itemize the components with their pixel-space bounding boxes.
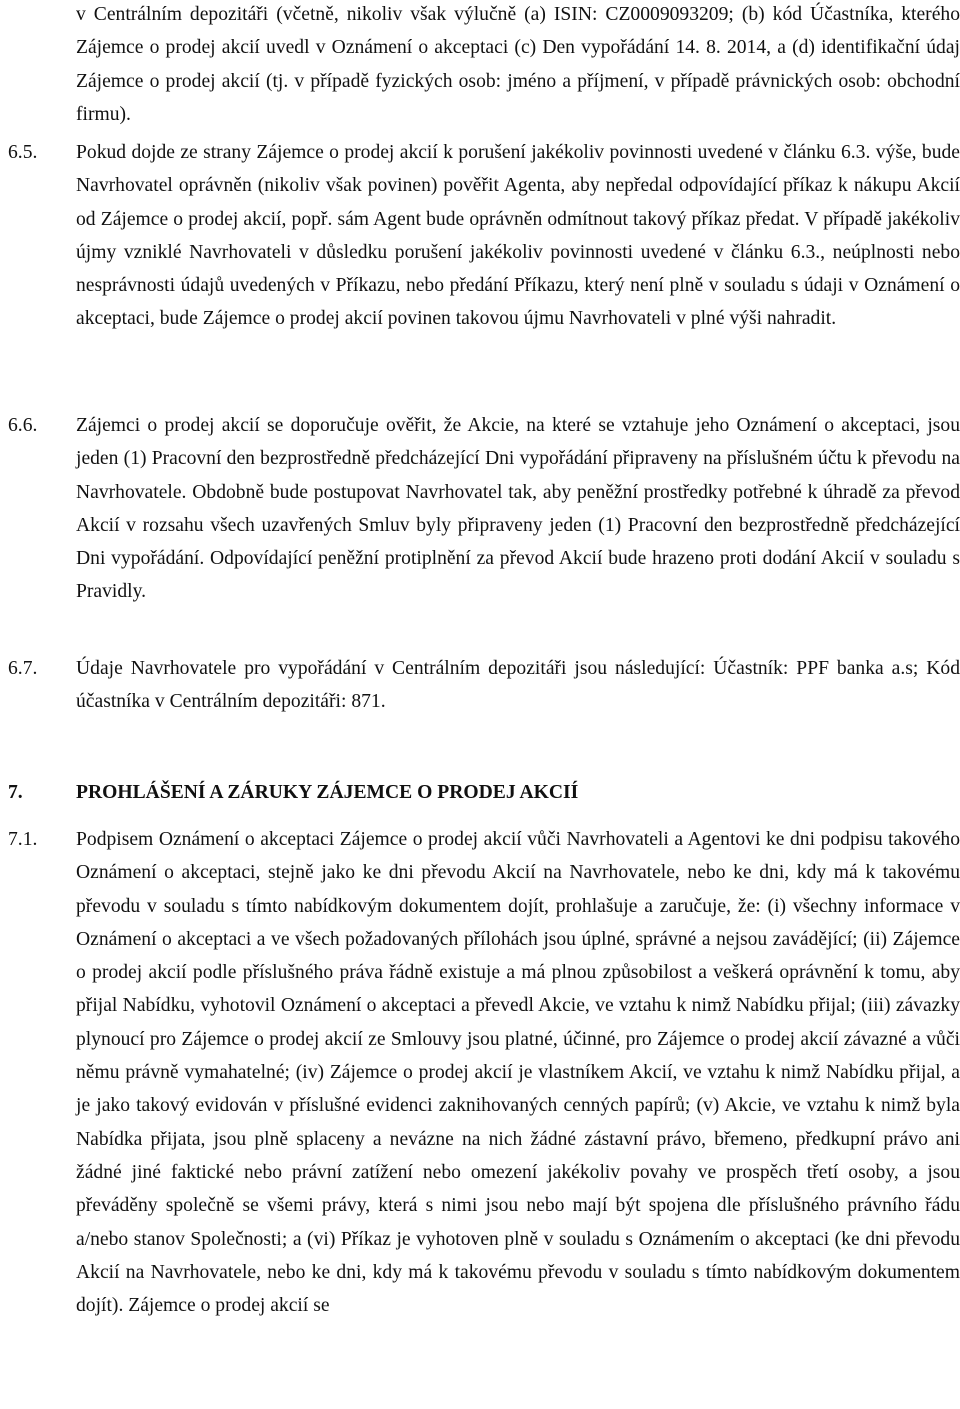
paragraph-6-5 [76, 136, 960, 336]
paragraph-continuation [76, 0, 960, 131]
paragraph-text: Zájemci o prodej akcií se doporučuje ověřit, že Akcie, na které se vztahuje jeho Oznámení o akceptaci, jsou jeden (1) Pracovní den bezprostředně předcházející Dni vypořádání připraveny na příslušném účtu k převodu na Navrhovatele. Obdobně bude postupovat Navrhovatel tak, aby peněžní prostředky potřebné k úhradě za převod Akcií v rozsahu všech uzavřených Smluv byly připraveny jeden (1) Pracovní den bezprostředně předcházející Dni vypořádání. Odpovídající peněžní protiplnění za převod Akcií bude hrazeno proti dodání Akcií v souladu s Pravidly. [76, 415, 960, 603]
paragraph-text: v Centrálním depozitáři (včetně, nikoliv však výlučně (a) ISIN: CZ0009093209; (b) kód Účastníka, kterého Zájemce o prodej akcií uvedl v Oznámení o akceptaci (c) Den vypořádání 14. 8. 2014, a (d) identifikační údaj Zájemce o prodej akcií (tj. v případě fyzických osob: jméno a příjmení, v případě právnických osob: obchodní firmu). [76, 4, 960, 125]
paragraph-number-7-1: 7.1. [8, 829, 38, 850]
section-heading-7: PROHLÁŠENÍ A ZÁRUKY ZÁJEMCE O PRODEJ AKCIÍ [76, 782, 579, 803]
paragraph-number-6-5: 6.5. [8, 142, 38, 163]
paragraph-text: Podpisem Oznámení o akceptaci Zájemce o prodej akcií vůči Navrhovateli a Agentovi ke dni podpisu takového Oznámení o akceptaci, stejně jako ke dni převodu Akcií na Navrhovatele, nebo ke dni, kdy má k takovému převodu v souladu s tímto nabídkovým dokumentem dojít, prohlašuje a zaručuje, že: (i) všechny informace v Oznámení o akceptaci a ve všech požadovaných přílohách jsou úplné, správné a nejsou zavádějící; (ii) Zájemce o prodej akcií podle příslušného práva řádně existuje a má plnou způsobilost a veškerá oprávnění k tomu, aby přijal Nabídku, vyhotovil Oznámení o akceptaci a převedl Akcie, ve vztahu k nimž Nabídku přijal; (iii) závazky plynoucí pro Zájemce o prodej akcií ze Smlouvy jsou platné, účinné, pro Zájemce o prodej akcií závazné a vůči němu právně vymahatelné; (iv) Zájemce o prodej akcií je vlastníkem Akcií, ve vztahu k nimž Nabídku přijal, a je jako takový evidován v příslušné evidenci zaknihovaných cenných papírů; (v) Akcie, ve vztahu k nimž byla Nabídka přijata, jsou plně splaceny a nevázne na nich žádné zástavní právo, břemeno, předkupní právo ani žádné jiné faktické nebo právní zatížení nebo omezení jakékoliv povahy ve prospěch třetí osoby, a jsou převáděny společně se všemi právy, která s nimi jsou nebo mají být spojena dle příslušného právního řádu a/nebo stanov Společnosti; a (vi) Příkaz je vyhotoven plně v souladu s Oznámením o akceptaci (ke dni převodu Akcií na Navrhovatele, nebo ke dni, kdy má k takovému převodu v souladu s tímto nabídkovým dokumentem dojít). Zájemce o prodej akcií se [76, 829, 960, 1317]
paragraph-number-6-7: 6.7. [8, 658, 38, 679]
paragraph-6-7 [76, 652, 960, 719]
paragraph-text: Pokud dojde ze strany Zájemce o prodej akcií k porušení jakékoliv povinnosti uvedené v článku 6.3. výše, bude Navrhovatel oprávněn (nikoliv však povinen) pověřit Agenta, aby nepředal odpovídající příkaz k nákupu Akcií od Zájemce o prodej akcií, popř. sám Agent bude oprávněn odmítnout takový příkaz předat. V případě jakékoliv újmy vzniklé Navrhovateli v důsledku porušení jakékoliv povinnosti uvedené v článku 6.3., neúplnosti nebo nesprávnosti údajů uvedených v Příkazu, nebo předání Příkazu, který není plně v souladu s údaji v Oznámení o akceptaci, bude Zájemce o prodej akcií povinen takovou újmu Navrhovateli v plné výši nahradit. [76, 142, 960, 330]
paragraph-text: Údaje Navrhovatele pro vypořádání v Centrálním depozitáři jsou následující: Účastník: PPF banka a.s; Kód účastníka v Centrálním depozitáři: 871. [76, 658, 960, 713]
section-number-7: 7. [8, 782, 23, 803]
paragraph-7-1 [76, 823, 960, 1322]
paragraph-6-6 [76, 409, 960, 609]
paragraph-number-6-6: 6.6. [8, 415, 38, 436]
